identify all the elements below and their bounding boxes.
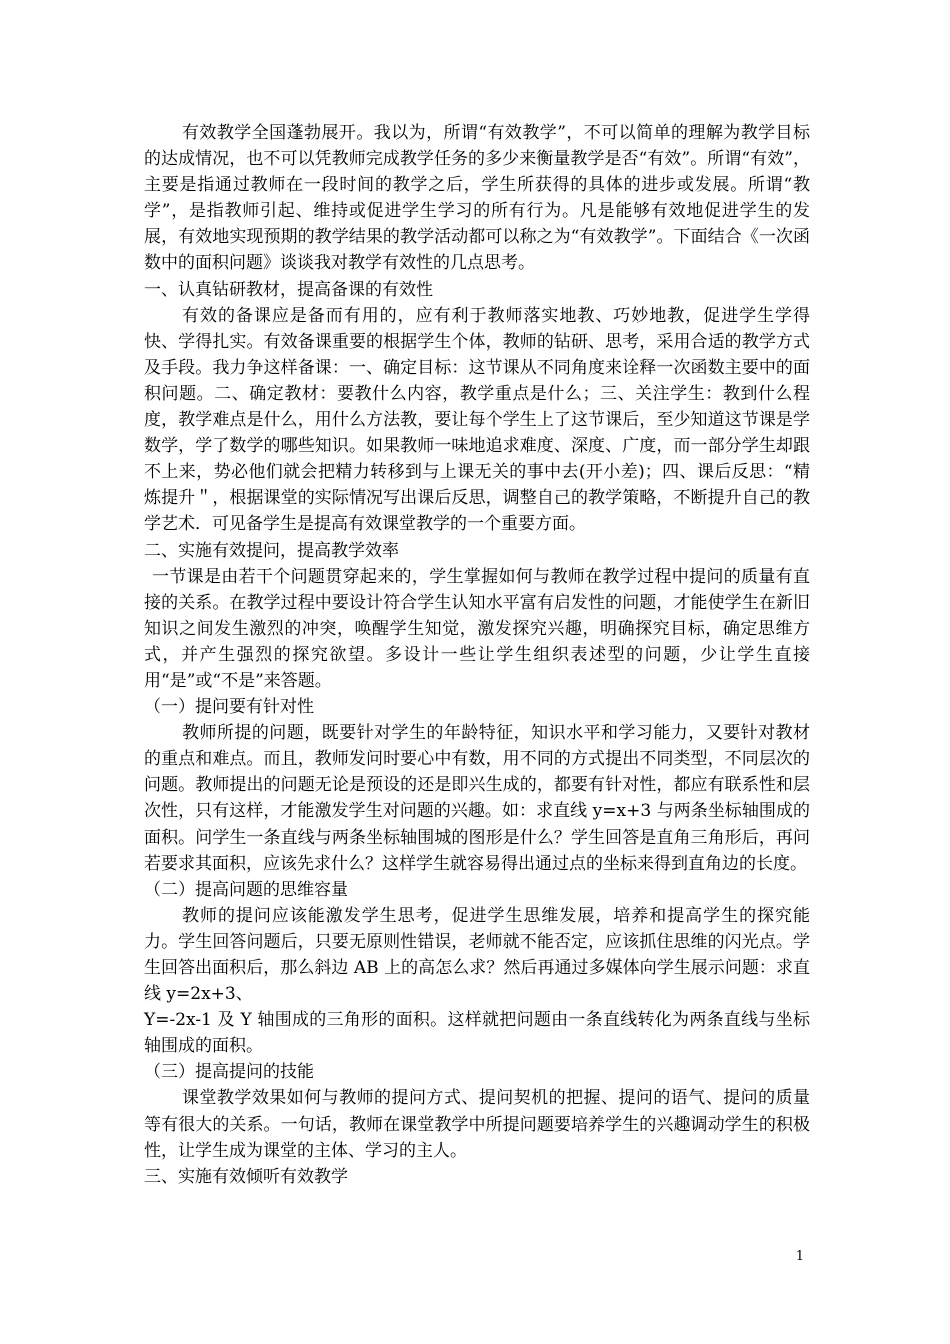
subsection-2-3-paragraph: 课堂教学效果如何与教师的提问方式、提问契机的把握、提问的语气、提问的质量等有很大的关系。一句话，教师在课堂教学中所提问题要培养学生的兴趣调动学生的积极性，让学生成为课堂的主体、学习的主人。 (144, 1088, 810, 1161)
subsection-heading-2-2: （二）提高问题的思维容量 (144, 879, 348, 900)
section-heading-1: 一、认真钻研教材，提高备课的有效性 (144, 279, 433, 300)
intro-paragraph: 有效教学全国蓬勃展开。我以为，所谓“有效教学”，不可以简单的理解为教学目标的达成情况，也不可以凭教师完成教学任务的多少来衡量教学是否“有效”。所谓“有效”，主要是指通过教师在一段时间的教学之后，学生所获得的具体的进步或发展。所谓“教学”，是指教师引起、维持或促进学生学习的所有行为。凡是能够有效地促进学生的发展，有效地实现预期的教学结果的教学活动都可以称之为“有效教学”。下面结合《一次函数中的面积问题》谈谈我对教学有效性的几点思考。 (144, 123, 810, 274)
section-heading-3: 三、实施有效倾听有效教学 (144, 1166, 348, 1187)
subsection-heading-2-1: （一）提问要有针对性 (144, 697, 314, 718)
section-heading-2: 二、实施有效提问，提高教学效率 (144, 540, 399, 561)
document-body (144, 120, 810, 1190)
section-1-paragraph: 有效的备课应是备而有用的，应有利于教师落实地教、巧妙地教，促进学生学得快、学得扎实。有效备课重要的根据学生个体，教师的钻研、思考，采用合适的教学方式及手段。我力争这样备课：一、确定目标：这节课从不同角度来诠释一次函数主要中的面积问题。二、确定教材：要教什么内容，教学重点是什么；三、关注学生：教到什么程度，教学难点是什么，用什么方法教，要让每个学生上了这节课后，至少知道这节课是学数学，学了数学的哪些知识。如果教师一味地追求难度、深度、广度，而一部分学生却跟不上来，势必他们就会把精力转移到与上课无关的事中去(开小差)；四、课后反思：“精炼提升＂，根据课堂的实际情况写出课后反思，调整自己的教学策略，不断提升自己的教学艺术．可见备学生是提高有效课堂教学的一个重要方面。 (144, 305, 810, 535)
section-2-paragraph: 一节课是由若干个问题贯穿起来的，学生掌握如何与教师在教学过程中提问的质量有直接的关系。在教学过程中要设计符合学生认知水平富有启发性的问题，才能使学生在新旧知识之间发生激烈的冲突，唤醒学生知觉，激发探究兴趣，明确探究目标，确定思维方式，并产生强烈的探究欲望。多设计一些让学生组织表述型的问题，少让学生直接用“是”或“不是”来答题。 (144, 566, 810, 691)
page-number: 1 (795, 1249, 804, 1264)
subsection-heading-2-3: （三）提高提问的技能 (144, 1062, 314, 1083)
subsection-2-1-paragraph: 教师所提的问题，既要针对学生的年龄特征，知识水平和学习能力，又要针对教材的重点和难点。而且，教师发问时要心中有数，用不同的方式提出不同类型，不同层次的问题。教师提出的问题无论是预设的还是即兴生成的，都要有针对性，都应有联系性和层次性，只有这样，才能激发学生对问题的兴趣。如：求直线 y=x+3 与两条坐标轴围成的面积。问学生一条直线与两条坐标轴围城的图形是什么？学生回答是直角三角形后，再问若要求其面积，应该先求什么？这样学生就容易得出通过点的坐标来得到直角边的长度。 (144, 723, 810, 874)
subsection-2-2-paragraph: 教师的提问应该能激发学生思考，促进学生思维发展，培养和提高学生的探究能力。学生回答问题后，只要无原则性错误，老师就不能否定，应该抓住思维的闪光点。学生回答出面积后，那么斜边 AB 上的高怎么求？然后再通过多媒体向学生展示问题：求直线 y=2x+3、 (144, 905, 810, 1005)
subsection-2-2-paragraph-continued: Y=-2x-1 及 Y 轴围成的三角形的面积。这样就把问题由一条直线转化为两条直线与坐标轴围成的面积。 (144, 1010, 810, 1057)
